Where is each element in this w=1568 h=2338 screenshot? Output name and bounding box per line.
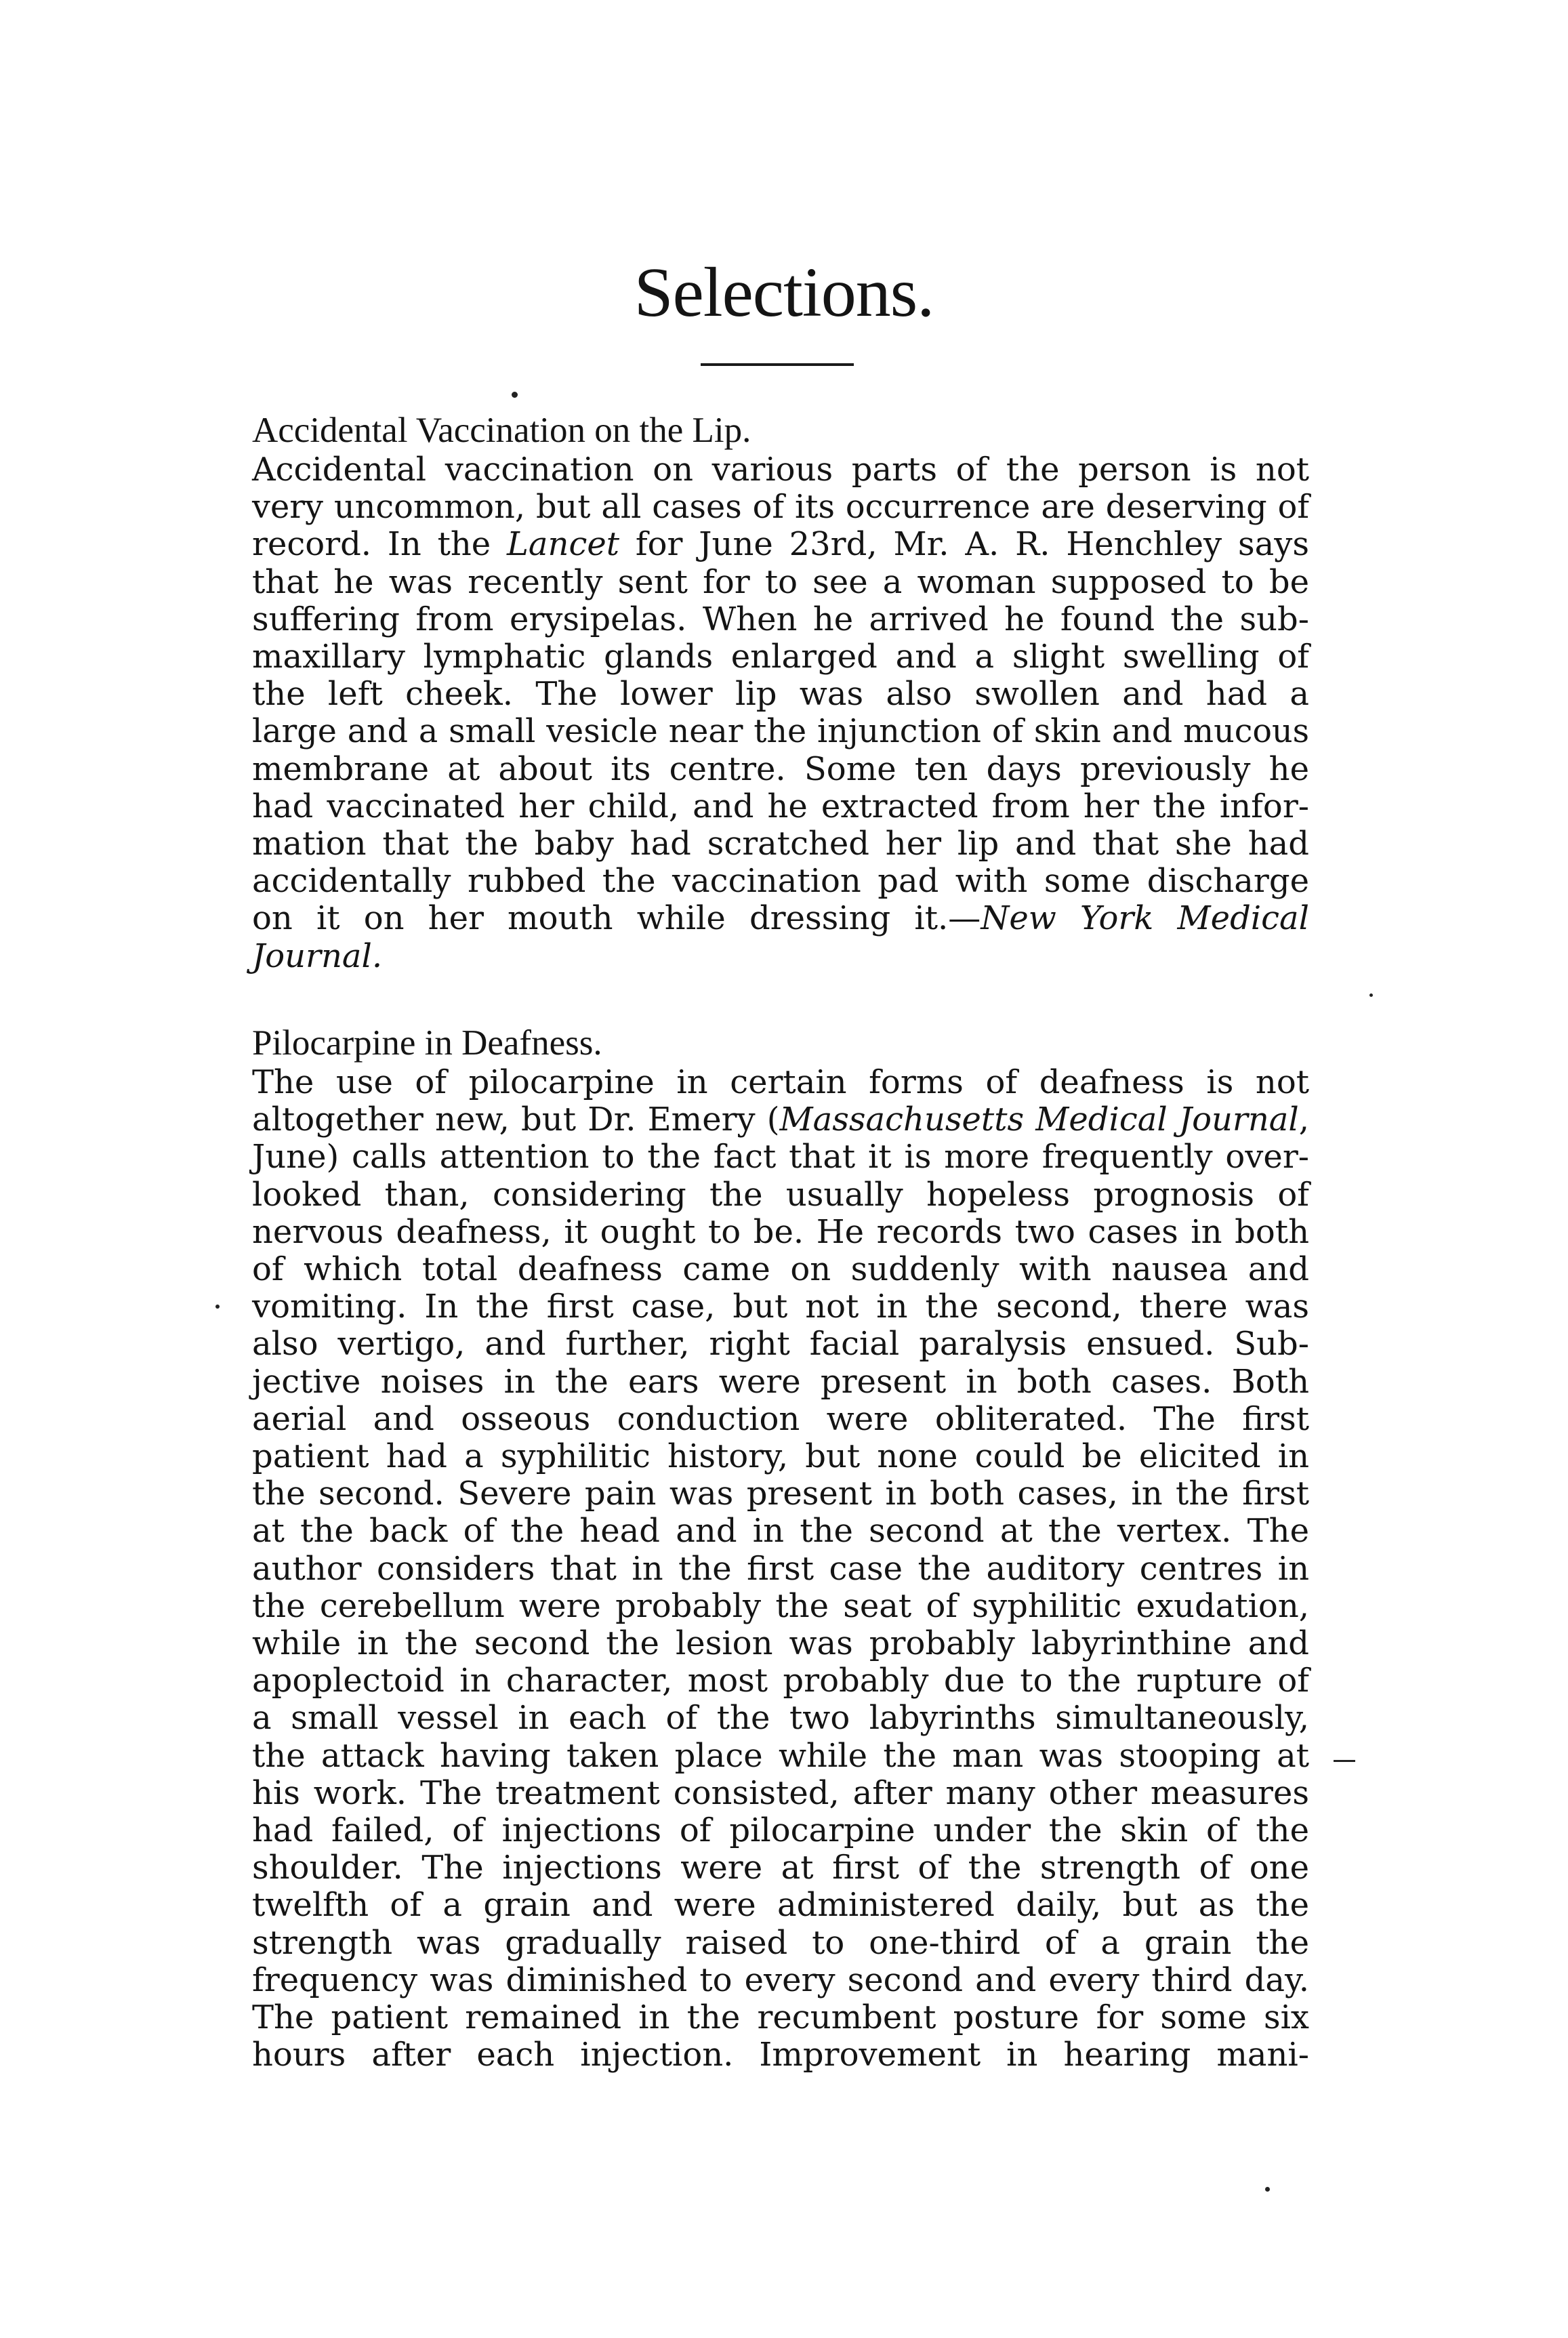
text-line: jective noises in the ears were present in both cases. Both [252, 1362, 1309, 1401]
text-line: altogether new, but Dr. Emery (Massachusetts Medical Journal, [252, 1101, 1309, 1139]
text-line: very uncommon, but all cases of its occurrence are deserving of [252, 489, 1309, 527]
text-line: Accidental vaccination on various parts of the person is not [252, 451, 1309, 489]
article-accidental-vaccination [252, 409, 1309, 975]
text-line: large and a small vesicle near the injunction of skin and mucous [252, 713, 1309, 751]
text-line: the cerebellum were probably the seat of syphilitic exudation, [252, 1586, 1309, 1625]
text-line: also vertigo, and further, right facial paralysis ensued. Sub- [252, 1325, 1309, 1363]
text-line: had failed, of injections of pilocarpine under the skin of the [252, 1811, 1309, 1850]
article-pilocarpine-deafness [252, 1022, 1309, 2074]
text-line: on it on her mouth while dressing it.—New York Medical [252, 899, 1309, 938]
text-line: the left cheek. The lower lip was also swollen and had a [252, 675, 1309, 714]
text-line: aerial and osseous conduction were obliterated. The first [252, 1399, 1309, 1438]
text-line: of which total deafness came on suddenly with nausea and [252, 1250, 1309, 1289]
text-line: the attack having taken place while the man was stooping at [252, 1736, 1309, 1775]
text-line: apoplectoid in character, most probably due to the rupture of [252, 1662, 1309, 1700]
text-line: membrane at about its centre. Some ten days previously he [252, 750, 1309, 788]
text-line: while in the second the lesion was probably labyrinthine and [252, 1624, 1309, 1663]
text-line: at the back of the head and in the second at the vertex. The [252, 1512, 1309, 1551]
article-body [252, 1064, 1309, 2074]
ink-fleck [1265, 2187, 1270, 2192]
article-heading: Accidental Vaccination on the Lip. [252, 411, 751, 450]
text-line: nervous deafness, it ought to be. He records two cases in both [252, 1212, 1309, 1251]
text-line: twelfth of a grain and were administered daily, but as the [252, 1886, 1309, 1925]
text-line: author considers that in the first case the auditory centres in [252, 1549, 1309, 1588]
text-line: vomiting. In the first case, but not in the second, there was [252, 1288, 1309, 1326]
article-body [252, 451, 1309, 975]
text-line: strength was gradually raised to one-third of a grain the [252, 1923, 1309, 1962]
text-line: The patient remained in the recumbent posture for some six [252, 1998, 1309, 2037]
text-line: that he was recently sent for to see a woman supposed to be [252, 562, 1309, 601]
title-rule [701, 363, 854, 366]
text-line: suffering from erysipelas. When he arrived he found the sub- [252, 600, 1309, 638]
text-line: a small vessel in each of the two labyrinths simultaneously, [252, 1699, 1309, 1738]
text-line: the second. Severe pain was present in both cases, in the first [252, 1475, 1309, 1513]
text-line: shoulder. The injections were at first of the strength of one [252, 1849, 1309, 1887]
text-line: June) calls attention to the fact that it is more frequently over- [252, 1138, 1309, 1176]
text-line: hours after each injection. Improvement in hearing mani- [252, 2036, 1309, 2074]
ink-fleck [1334, 1760, 1355, 1762]
text-line: patient had a syphilitic history, but none could be elicited in [252, 1437, 1309, 1476]
text-line: mation that the baby had scratched her lip and that she had [252, 825, 1309, 863]
text-line: maxillary lymphatic glands enlarged and a slight swelling of [252, 638, 1309, 676]
text-line: Journal. [252, 937, 383, 975]
article-heading: Pilocarpine in Deafness. [252, 1023, 602, 1063]
text-line: his work. The treatment consisted, after many other measures [252, 1773, 1309, 1812]
text-line: frequency was diminished to every second and every third day. [252, 1961, 1309, 1999]
ink-fleck [215, 1305, 220, 1309]
text-line: The use of pilocarpine in certain forms of deafness is not [252, 1063, 1309, 1101]
page-title: Selections. [634, 253, 934, 331]
text-line: looked than, considering the usually hopeless prognosis of [252, 1175, 1309, 1214]
ink-fleck [512, 392, 518, 398]
ink-fleck [1369, 993, 1373, 997]
text-line: record. In the Lancet for June 23rd, Mr. A. R. Henchley says [252, 525, 1310, 564]
text-line: accidentally rubbed the vaccination pad with some discharge [252, 862, 1309, 901]
text-line: had vaccinated her child, and he extracted from her the infor- [252, 787, 1309, 825]
